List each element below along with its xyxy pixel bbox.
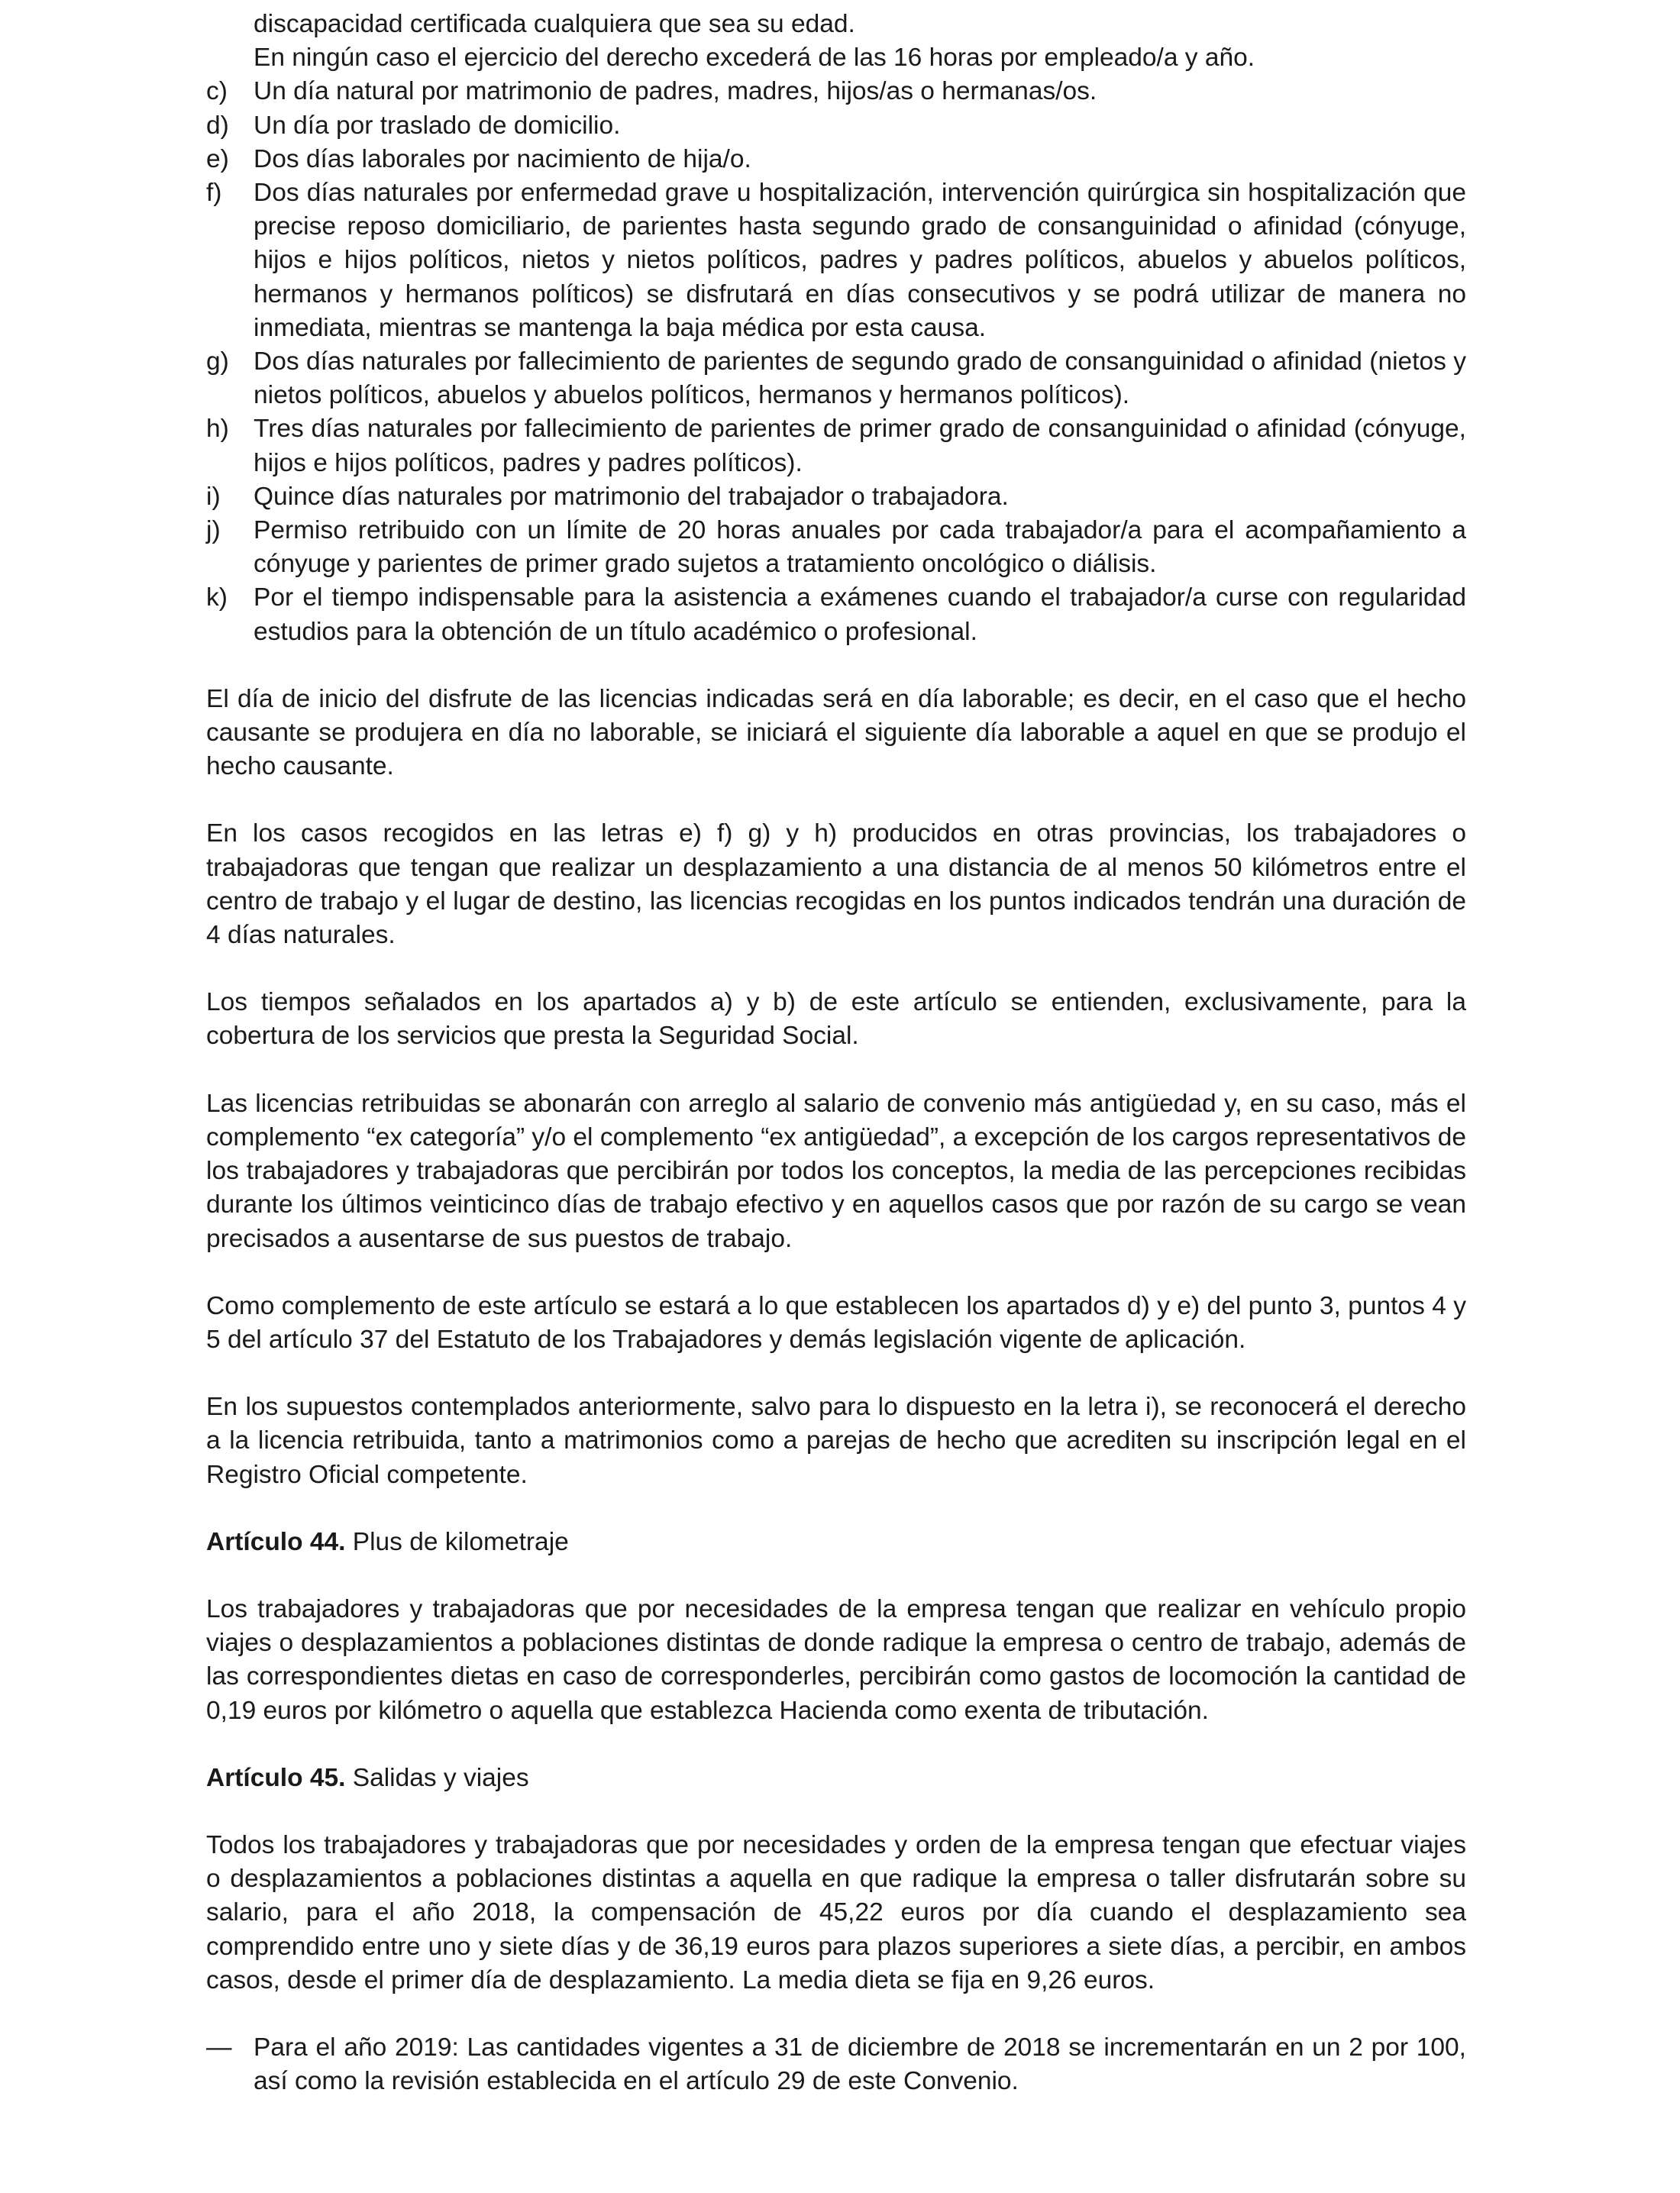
- licence-list: [206, 75, 1466, 648]
- list-item-label: g): [206, 347, 229, 376]
- article-number: Artículo 44.: [206, 1527, 346, 1556]
- body-paragraph: El día de inicio del disfrute de las licencias indicadas será en día laborable; es decir, en el caso que el hecho causante se produjera en día no laborable, se iniciará el siguiente día laborable a aquel en que se produjo el hecho causante.: [206, 684, 1466, 781]
- list-item: [206, 345, 1466, 412]
- list-item-text: Permiso retribuido con un límite de 20 horas anuales por cada trabajador/a para el acompañamiento a cónyuge y parientes de primer grado sujetos a tratamiento oncológico o diálisis.: [254, 516, 1466, 579]
- body-paragraph: Como complemento de este artículo se estará a lo que establecen los apartados d) y e) del punto 3, puntos 4 y 5 del artículo 37 del Estatuto de los Trabajadores y demás legislación vigente de aplicación.: [206, 1291, 1466, 1354]
- list-item: [206, 176, 1466, 345]
- list-item-text: Quince días naturales por matrimonio del trabajador o trabajadora.: [254, 482, 1009, 511]
- list-item-label: j): [206, 516, 221, 545]
- intro-line: En ningún caso el ejercicio del derecho excederá de las 16 horas por empleado/a y año.: [254, 44, 1255, 73]
- article-number: Artículo 45.: [206, 1763, 346, 1792]
- list-item-label: d): [206, 111, 229, 140]
- list-item-label: h): [206, 415, 229, 444]
- article-45-body: Todos los trabajadores y trabajadoras que por necesidades y orden de la empresa tengan que efectuar viajes o desplazamientos a poblaciones distintas a aquella en que radique la empresa o taller disfrutarán sobre su salario, para el año 2018, la compensación de 45,22 euros por día cuando el desplazamiento sea comprendido entre uno y siete días y de 36,19 euros para plazos superiores a siete días, a percibir, en ambos casos, desde el primer día de desplazamiento. La media dieta se fija en 9,26 euros.: [206, 1830, 1466, 1994]
- article-44-body: Los trabajadores y trabajadoras que por necesidades de la empresa tengan que realizar en vehículo propio viajes o desplazamientos a poblaciones distintas de donde radique la empresa o centro de trabajo, además de las correspondientes dietas en caso de corresponderles, percibirán como gastos de locomoción la cantidad de 0,19 euros por kilómetro o aquella que establezca Hacienda como exenta de tributación.: [206, 1594, 1466, 1725]
- dash-item-text: Para el año 2019: Las cantidades vigentes a 31 de diciembre de 2018 se incrementarán en un 2 por 100, así como la revisión establecida en el artículo 29 de este Convenio.: [254, 2033, 1466, 2096]
- list-item-text: Por el tiempo indispensable para la asistencia a exámenes cuando el trabajador/a curse con regularidad estudios para la obtención de un título académico o profesional.: [254, 583, 1466, 646]
- dash-bullet: —: [206, 2033, 232, 2062]
- body-paragraph: Los tiempos señalados en los apartados a) y b) de este artículo se entienden, exclusivamente, para la cobertura de los servicios que presta la Seguridad Social.: [206, 988, 1466, 1051]
- list-item-text: Un día por traslado de domicilio.: [254, 111, 621, 140]
- article-title: Salidas y viajes: [352, 1763, 529, 1792]
- list-item-label: f): [206, 179, 222, 208]
- list-item: [206, 143, 1466, 176]
- list-item-text: Un día natural por matrimonio de padres, madres, hijos/as o hermanas/os.: [254, 77, 1097, 106]
- list-item-text: Dos días naturales por fallecimiento de parientes de segundo grado de consanguinidad o afinidad (nietos y nietos políticos, abuelos y abuelos políticos, hermanos y hermanos políticos).: [254, 347, 1466, 410]
- list-item-label: i): [206, 482, 221, 511]
- body-paragraph: En los supuestos contemplados anteriormente, salvo para lo dispuesto en la letra i), se reconocerá el derecho a la licencia retribuida, tanto a matrimonios como a parejas de hecho que acrediten su inscripción legal en el Registro Oficial competente.: [206, 1393, 1466, 1489]
- intro-line: discapacidad certificada cualquiera que sea su edad.: [254, 10, 855, 38]
- body-paragraph: En los casos recogidos en las letras e) f) g) y h) producidos en otras provincias, los trabajadores o trabajadoras que tengan que realizar un desplazamiento a una distancia de al menos 50 kilómetros entre el centro de trabajo y el lugar de destino, las licencias recogidas en los puntos indicados tendrán una duración de 4 días naturales.: [206, 819, 1466, 950]
- list-item-label: e): [206, 144, 229, 173]
- article-title: Plus de kilometraje: [352, 1527, 569, 1556]
- list-item-label: c): [206, 77, 228, 106]
- list-item-text: Dos días naturales por enfermedad grave u hospitalización, intervención quirúrgica sin hospitalización que precise reposo domiciliario, de parientes hasta segundo grado de consanguinidad o afinidad (cónyuge, hijos e hijos políticos, nietos y nietos políticos, padres y padres políticos, abuelos y abuelos políticos, hermanos y hermanos políticos) se disfrutará en días consecutivos y se podrá utilizar de manera no inmediata, mientras se mantenga la baja médica por esta causa.: [254, 179, 1466, 342]
- list-item: [206, 75, 1466, 108]
- list-item: [206, 514, 1466, 581]
- list-item: [206, 581, 1466, 648]
- list-item: [206, 109, 1466, 143]
- list-item-text: Tres días naturales por fallecimiento de parientes de primer grado de consanguinidad o afinidad (cónyuge, hijos e hijos políticos, padres y padres políticos).: [254, 415, 1466, 477]
- article-44-heading: [206, 1526, 1466, 1559]
- list-item-text: Dos días laborales por nacimiento de hija/o.: [254, 144, 751, 173]
- list-item-label: k): [206, 583, 228, 612]
- article-45-heading: [206, 1762, 1466, 1795]
- document-page: [206, 8, 1466, 2098]
- list-item: [206, 480, 1466, 514]
- body-paragraph: Las licencias retribuidas se abonarán con arreglo al salario de convenio más antigüedad y, en su caso, más el complemento “ex categoría” y/o el complemento “ex antigüedad”, a excepción de los cargos representativos de los trabajadores y trabajadoras que percibirán por todos los conceptos, la media de las percepciones recibidas durante los últimos veinticinco días de trabajo efectivo y en aquellos casos que por razón de su cargo se vean precisados a ausentarse de sus puestos de trabajo.: [206, 1089, 1466, 1253]
- dash-list-item: [206, 2031, 1466, 2098]
- list-item: [206, 412, 1466, 480]
